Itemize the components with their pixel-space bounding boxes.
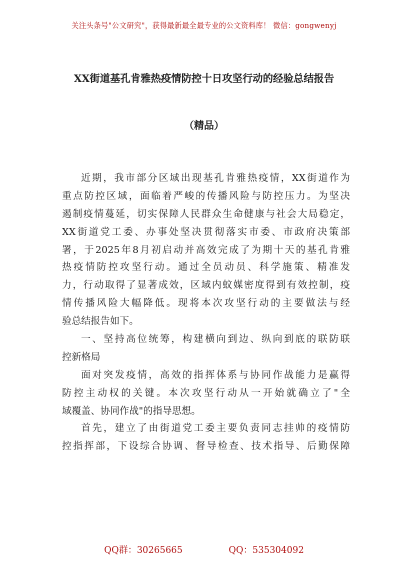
section-heading-line: 一、坚持高位统筹，构建横向到边、纵向到底的联防联 bbox=[81, 334, 350, 346]
body-line: 域覆盖、协同作战"的指导思想。 bbox=[62, 405, 201, 417]
body-line: 热疫情防控攻坚行动。通过全员动员、科学施策、精准发 bbox=[62, 262, 350, 274]
body-line: 首先，建立了由街道党工委主要负责同志挂帅的疫情防 bbox=[81, 423, 350, 435]
body-line: 防控主动权的关键。本次攻坚行动从一开始就确立了"全 bbox=[62, 387, 350, 399]
document-body bbox=[62, 170, 350, 456]
footer-contact bbox=[0, 544, 408, 558]
body-line: 遏制疫情蔓延，切实保障人民群众生命健康与社会大局稳定， bbox=[62, 208, 350, 220]
body-line: 控指挥部，下设综合协调、督导检查、技术指导、后勤保障 bbox=[62, 441, 350, 453]
body-line: 重点防控区域，面临着严峻的传播风险与防控压力。为坚决 bbox=[62, 190, 350, 202]
body-line: 署，于2025年8月初启动并高效完成了为期十天的基孔肯雅 bbox=[62, 244, 350, 256]
document-title: XX街道基孔肯雅热疫情防控十日攻坚行动的经验总结报告 bbox=[73, 73, 335, 85]
body-line: XX街道党工委、办事处坚决贯彻落实市委、市政府决策部 bbox=[62, 226, 350, 238]
body-line: 情传播风险大幅降低。现将本次攻坚行动的主要做法与经 bbox=[62, 298, 350, 310]
body-line: 验总结报告如下。 bbox=[62, 316, 139, 328]
header-promo-note: 关注头条号"公文研究"，获得最新最全最专业的公文资料库！ 微信：gongwenyj bbox=[71, 21, 337, 30]
document-subtitle: （精品） bbox=[184, 121, 224, 132]
body-line: 力，行动取得了显著成效，区域内蚊媒密度得到有效控制，疫 bbox=[62, 280, 350, 292]
footer-qq-group: QQ群：30265665 bbox=[104, 546, 183, 556]
section-heading-line: 控新格局 bbox=[62, 351, 101, 363]
body-line: 近期，我市部分区域出现基孔肯雅热疫情，XX街道作为 bbox=[81, 173, 350, 184]
body-line: 面对突发疫情，高效的指挥体系与协同作战能力是赢得 bbox=[81, 369, 350, 381]
footer-qq: QQ：535304092 bbox=[228, 546, 304, 556]
